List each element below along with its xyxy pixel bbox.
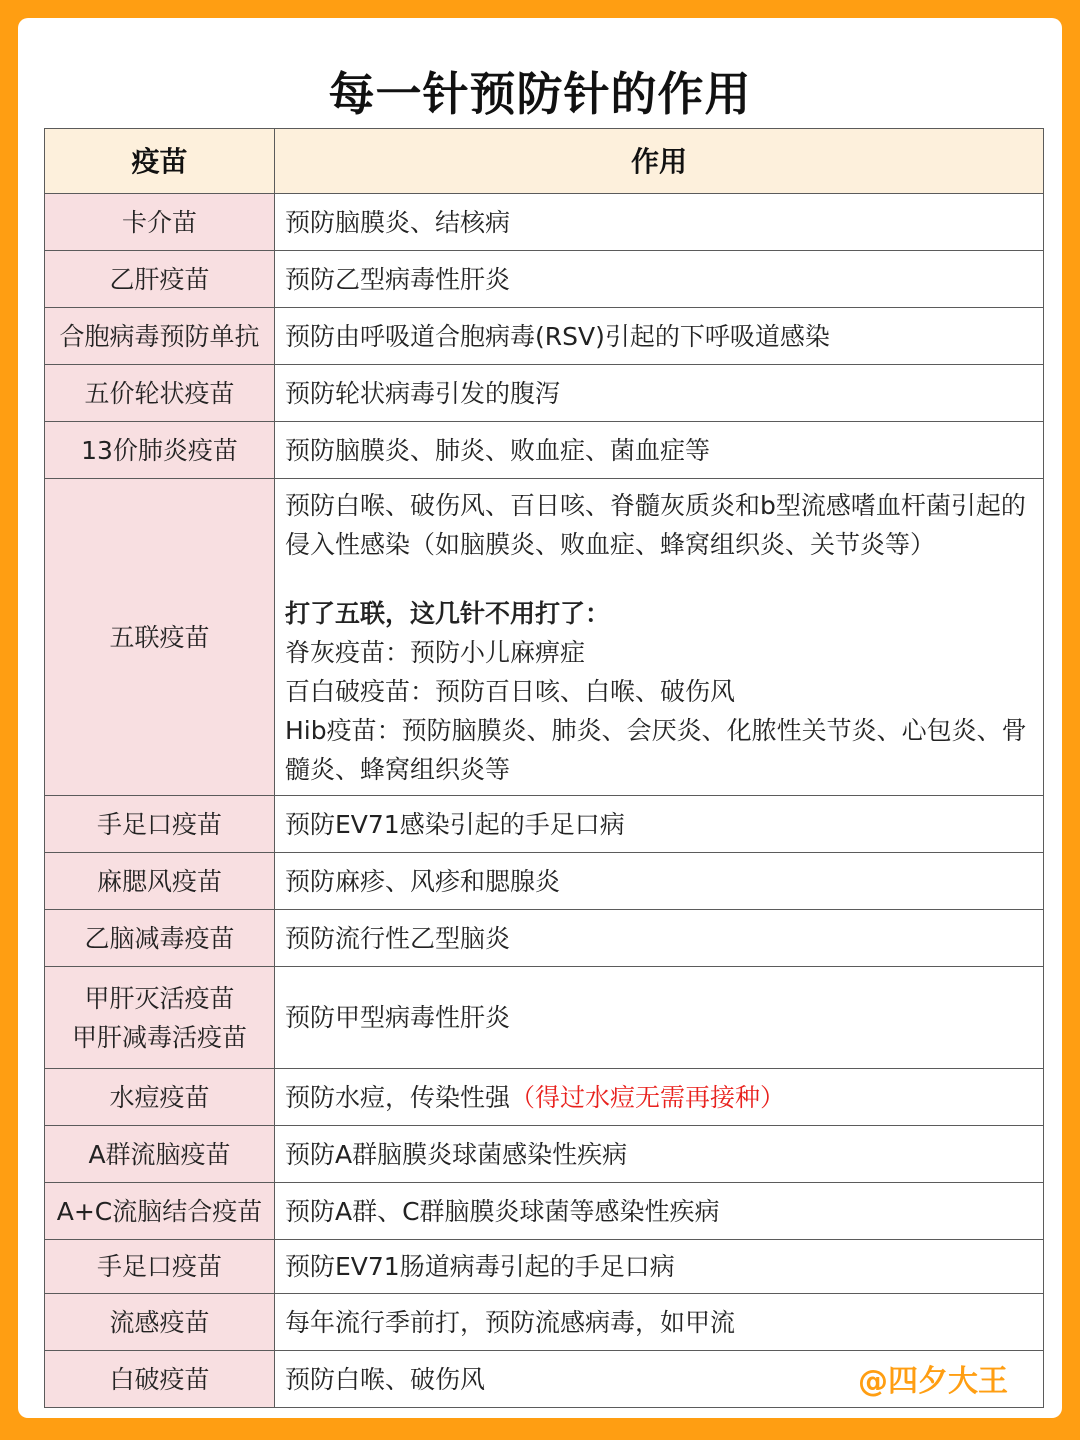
table-row [45,1183,1044,1240]
effect-line: Hib疫苗：预防脑膜炎、肺炎、会厌炎、化脓性关节炎、心包炎、骨 [285,715,1027,745]
table-row [45,251,1044,308]
effect-line: 预防白喉、破伤风、百日咳、脊髓灰质炎和b型流感嗜血杆菌引起的 [285,490,1026,520]
effect-line: 髓炎、蜂窝组织炎等 [285,754,511,784]
table-row [45,365,1044,422]
vaccine-effect: 预防EV71肠道病毒引起的手足口病 [275,1240,1044,1294]
vaccine-effect: 预防流行性乙型脑炎 [275,910,1044,967]
vaccine-name: 乙肝疫苗 [45,251,275,308]
vaccine-name: 手足口疫苗 [45,796,275,853]
vaccine-table [44,128,1044,1408]
page-title: 每一针预防针的作用 [328,67,752,121]
vaccine-name: 水痘疫苗 [45,1069,275,1126]
effect-line: 脊灰疫苗：预防小儿麻痹症 [285,637,586,667]
vaccine-effect [275,1069,1044,1126]
vaccine-name: A群流脑疫苗 [45,1126,275,1183]
table-row [45,479,1044,796]
vaccine-effect: 预防白喉、破伤风 [275,1351,1044,1408]
vaccine-name: 卡介苗 [45,194,275,251]
vaccine-effect: 预防A群脑膜炎球菌感染性疾病 [275,1126,1044,1183]
vaccine-name: 五价轮状疫苗 [45,365,275,422]
header-effect: 作用 [275,129,1044,194]
effect-subheading: 打了五联，这几针不用打了： [285,598,611,628]
vaccine-name: A+C流脑结合疫苗 [45,1183,275,1240]
table-row [45,422,1044,479]
vaccine-effect: 预防EV71感染引起的手足口病 [275,796,1044,853]
table-row [45,1126,1044,1183]
vaccine-name: 合胞病毒预防单抗 [45,308,275,365]
vaccine-effect: 预防A群、C群脑膜炎球菌等感染性疾病 [275,1183,1044,1240]
spacer [285,564,1039,594]
table-header-row [45,129,1044,194]
vaccine-effect [275,479,1044,796]
table-row [45,853,1044,910]
table-row [45,308,1044,365]
table-row [45,1240,1044,1294]
vaccine-effect: 预防乙型病毒性肝炎 [275,251,1044,308]
vaccine-name-line: 甲肝减毒活疫苗 [71,1022,247,1052]
effect-text: 预防水痘，传染性强 [285,1082,511,1112]
vaccine-name: 白破疫苗 [45,1351,275,1408]
vaccine-name-line: 甲肝灭活疫苗 [84,983,235,1013]
vaccine-effect: 预防麻疹、风疹和腮腺炎 [275,853,1044,910]
vaccine-name [45,967,275,1069]
effect-note: （得过水痘无需再接种） [510,1082,786,1112]
vaccine-name: 乙脑减毒疫苗 [45,910,275,967]
vaccine-name: 手足口疫苗 [45,1240,275,1294]
vaccine-name: 五联疫苗 [45,479,275,796]
vaccine-name: 麻腮风疫苗 [45,853,275,910]
header-vaccine: 疫苗 [45,129,275,194]
author-watermark: @四夕大王 [858,1364,1008,1399]
table-row [45,796,1044,853]
effect-line: 百白破疫苗：预防百日咳、白喉、破伤风 [285,676,736,706]
table-row [45,1069,1044,1126]
vaccine-effect: 每年流行季前打，预防流感病毒，如甲流 [275,1294,1044,1351]
vaccine-effect: 预防脑膜炎、肺炎、败血症、菌血症等 [275,422,1044,479]
vaccine-effect: 预防脑膜炎、结核病 [275,194,1044,251]
vaccine-name: 流感疫苗 [45,1294,275,1351]
vaccine-effect: 预防甲型病毒性肝炎 [275,967,1044,1069]
vaccine-effect: 预防轮状病毒引发的腹泻 [275,365,1044,422]
effect-line: 侵入性感染（如脑膜炎、败血症、蜂窝组织炎、关节炎等） [285,529,936,559]
table-row [45,1294,1044,1351]
table-row [45,910,1044,967]
table-row [45,967,1044,1069]
vaccine-name: 13价肺炎疫苗 [45,422,275,479]
vaccine-effect: 预防由呼吸道合胞病毒(RSV)引起的下呼吸道感染 [275,308,1044,365]
table-row [45,194,1044,251]
